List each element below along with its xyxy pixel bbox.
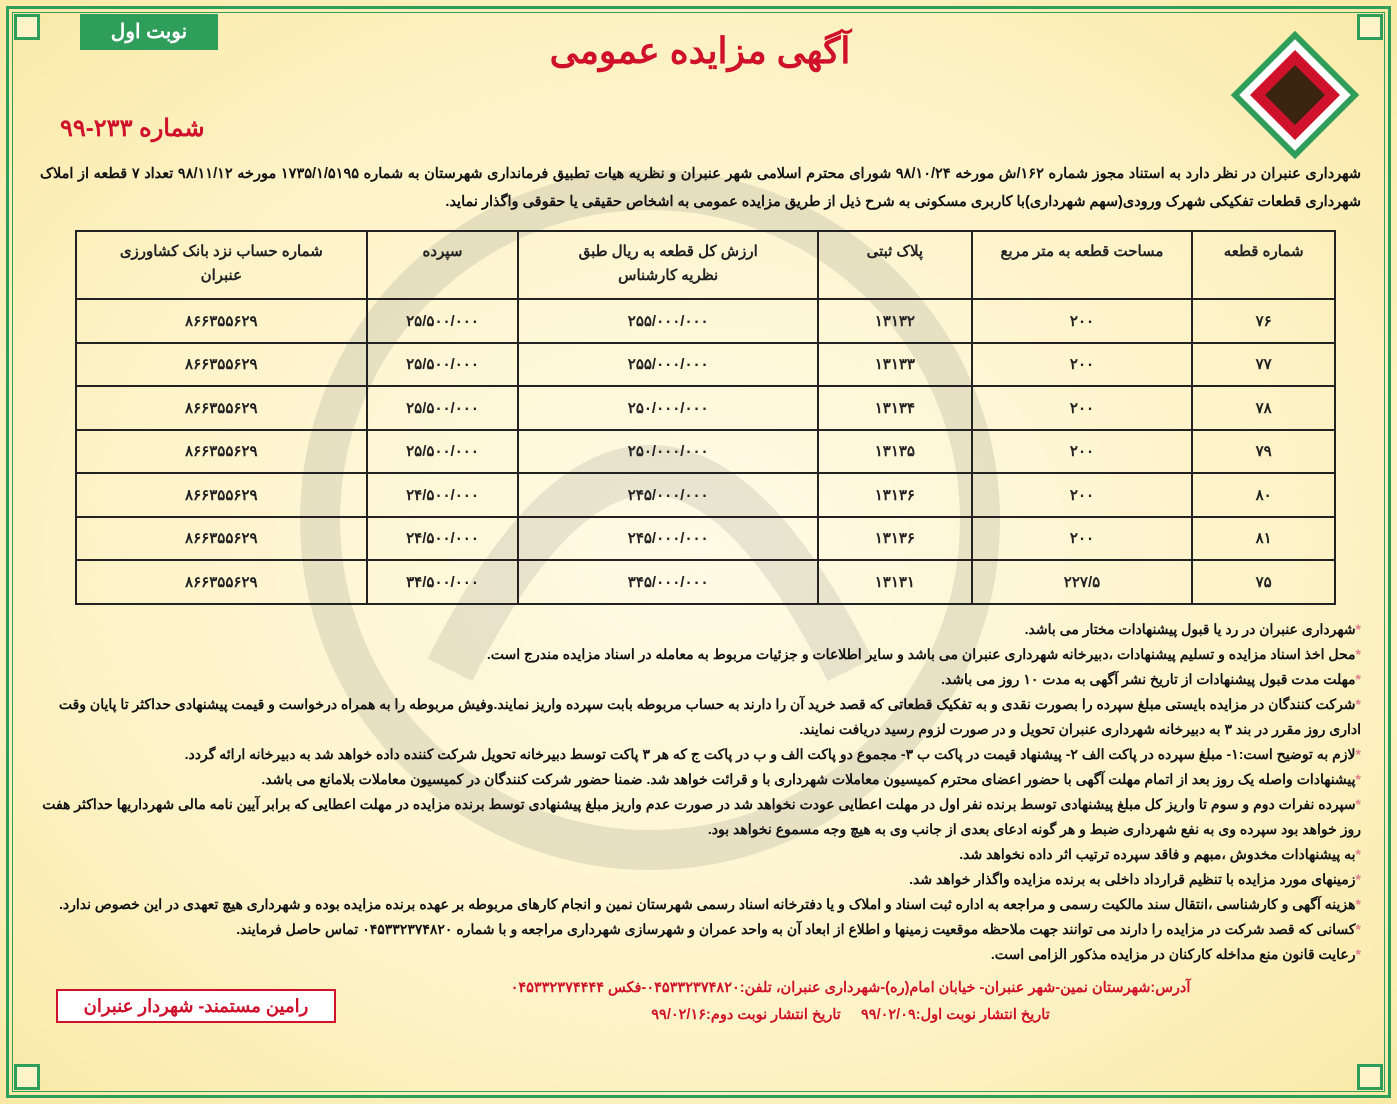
table-cell: ۱۳۱۳۲ xyxy=(818,299,972,343)
note-item xyxy=(40,667,1361,692)
table-cell: ۱۳۱۳۴ xyxy=(818,386,972,430)
bullet-star-icon: * xyxy=(1355,895,1361,912)
table-cell: ۸۶۶۳۵۵۶۲۹ xyxy=(76,560,367,604)
note-item xyxy=(40,792,1361,842)
bullet-star-icon: * xyxy=(1355,695,1361,712)
table-cell: ۸۰ xyxy=(1192,473,1335,517)
col-account: شماره حساب نزد بانک کشاورزی عنبران xyxy=(76,231,367,299)
publish-dates: تاریخ انتشار نوبت اول:۹۹/۰۲/۰۹ تاریخ انتشار نوبت دوم:۹۹/۰۲/۱۶ xyxy=(651,1006,1050,1023)
note-text: به پیشنهادات مخدوش ،مبهم و فاقد سپرده ترتیب اثر داده نخواهد شد. xyxy=(959,845,1356,862)
note-text: هزینه آگهی و کارشناسی ،انتقال سند مالکیت رسمی و مراجعه به اداره ثبت اسناد و املاک و یا دفترخانه اسناد رسمی شهرستان نمین و انجام کارهای مربوطه بر عهده برنده مزایده بوده و شهرداری هیچ تعهدی در این خصوص ندارد. xyxy=(58,895,1356,912)
bullet-star-icon: * xyxy=(1355,945,1361,962)
table-cell: ۷۵ xyxy=(1192,560,1335,604)
table-cell: ۲۰۰ xyxy=(972,517,1193,561)
table-row xyxy=(76,473,1335,517)
table-cell: ۲۰۰ xyxy=(972,473,1193,517)
footer-area xyxy=(40,975,1361,1035)
table-row xyxy=(76,430,1335,474)
bullet-star-icon: * xyxy=(1355,770,1361,787)
address: آدرس:شهرستان نمین-شهر عنبران- خیابان امام(ره)-شهرداری عنبران، تلفن:۰۴۵۳۳۲۳۷۴۸۲۰-فکس ۰۴۵۳۳۲۳۷۴۴۴۴ xyxy=(510,979,1191,996)
note-text: مهلت مدت قبول پیشنهادات از تاریخ نشر آگهی به مدت ۱۰ روز می باشد. xyxy=(941,670,1356,687)
frame-corner xyxy=(14,1064,40,1090)
note-text: شهرداری عنبران در رد یا قبول پیشنهادات مختار می باشد. xyxy=(1024,620,1356,637)
table-cell: ۸۶۶۳۵۵۶۲۹ xyxy=(76,343,367,387)
table-cell: ۲۵/۵۰۰/۰۰۰ xyxy=(367,343,519,387)
col-lot-number: شماره قطعه xyxy=(1192,231,1335,299)
table-cell: ۲۴/۵۰۰/۰۰۰ xyxy=(367,473,519,517)
col-value: ارزش کل قطعه به ریال طبق نظریه کارشناس xyxy=(518,231,818,299)
note-text: رعایت قانون منع مداخله کارکنان در مزایده مذکور الزامی است. xyxy=(990,945,1356,962)
page-title: آگهی مزایده عمومی xyxy=(549,30,851,71)
bullet-star-icon: * xyxy=(1355,645,1361,662)
table-cell: ۲۴۵/۰۰۰/۰۰۰ xyxy=(518,517,818,561)
table-row xyxy=(76,299,1335,343)
notes-list xyxy=(40,617,1361,967)
table-row xyxy=(76,343,1335,387)
col-plate: پلاک ثبتی xyxy=(818,231,972,299)
table-cell: ۸۶۶۳۵۵۶۲۹ xyxy=(76,517,367,561)
note-text: لازم به توضیح است:۱- مبلغ سپرده در پاکت الف ۲- پیشنهاد قیمت در پاکت ب ۳- مجموع دو پاکت الف و ب در پاکت ج که هر ۳ پاکت توسط دبیرخانه تحویل شرکت کننده داده خواهد شد به دبیرخانه ارائه گردد. xyxy=(184,745,1356,762)
table-cell: ۱۳۱۳۳ xyxy=(818,343,972,387)
table-cell: ۲۵۵/۰۰۰/۰۰۰ xyxy=(518,299,818,343)
note-text: کسانی که قصد شرکت در مزایده را دارند می توانند جهت ملاحظه موقعیت زمینها و اطلاع از ابعاد آن به واحد عمران و شهرسازی شهرداری مراجعه و با شماره ۰۴۵۳۳۲۳۷۴۸۲۰ تماس حاصل فرمایند. xyxy=(236,920,1356,937)
table-cell: ۲۴۵/۰۰۰/۰۰۰ xyxy=(518,473,818,517)
table-cell: ۷۹ xyxy=(1192,430,1335,474)
table-cell: ۱۳۱۳۱ xyxy=(818,560,972,604)
bullet-star-icon: * xyxy=(1355,745,1361,762)
note-item xyxy=(40,642,1361,667)
table-cell: ۸۱ xyxy=(1192,517,1335,561)
note-item xyxy=(40,892,1361,917)
note-text: شرکت کنندگان در مزایده بایستی مبلغ سپرده را بصورت نقدی و به تفکیک قطعاتی که قصد خرید آن را دارند به حساب مربوطه بابت سپرده واریز نمایند.وفیش مربوطه را به همراه درخواست و قیمت پیشنهادی حداکثر تا پایان وقت اداری روز مقرر در بند ۳ به دبیرخانه شهرداری عنبران تحویل و در صورت لزوم رسید دریافت نمایند. xyxy=(58,695,1361,737)
frame-corner xyxy=(1357,1064,1383,1090)
table-cell: ۲۰۰ xyxy=(972,386,1193,430)
col-deposit: سپرده xyxy=(367,231,519,299)
edition-badge: نوبت اول xyxy=(80,14,218,50)
table-cell: ۲۵۰/۰۰۰/۰۰۰ xyxy=(518,386,818,430)
note-item xyxy=(40,867,1361,892)
table-cell: ۲۴/۵۰۰/۰۰۰ xyxy=(367,517,519,561)
note-item xyxy=(40,917,1361,942)
table-cell: ۸۶۶۳۵۵۶۲۹ xyxy=(76,386,367,430)
table-cell: ۲۰۰ xyxy=(972,430,1193,474)
note-item xyxy=(40,692,1361,742)
table-cell: ۲۵/۵۰۰/۰۰۰ xyxy=(367,386,519,430)
table-cell: ۸۶۶۳۵۵۶۲۹ xyxy=(76,430,367,474)
table-cell: ۲۵/۵۰۰/۰۰۰ xyxy=(367,299,519,343)
table-row xyxy=(76,560,1335,604)
table-cell: ۱۳۱۳۵ xyxy=(818,430,972,474)
notice-number: شماره ۲۳۳-۹۹ xyxy=(60,115,205,142)
municipality-logo xyxy=(1230,30,1360,160)
note-item xyxy=(40,617,1361,642)
bullet-star-icon: * xyxy=(1355,795,1361,812)
table-header-row xyxy=(76,231,1335,299)
intro-paragraph: شهرداری عنبران در نظر دارد به استناد مجوز شماره ۱۶۲/ش مورخه ۹۸/۱۰/۲۴ شورای محترم اسلامی شهر عنبران و نظریه هیات تطبیق فرمانداری شهرستان به شماره ۱۷۳۵/۱/۵۱۹۵ مورخه ۹۸/۱۱/۱۲ تعداد ۷ قطعه از املاک شهرداری قطعات تفکیکی شهرک ورودی(سهم شهرداری)با کاربری مسکونی به شرح ذیل از طریق مزایده عمومی به اشخاص حقیقی یا حقوقی واگذار نماید. xyxy=(40,166,1361,210)
table-cell: ۱۳۱۳۶ xyxy=(818,473,972,517)
table-cell: ۲۲۷/۵ xyxy=(972,560,1193,604)
table-cell: ۳۴۵/۰۰۰/۰۰۰ xyxy=(518,560,818,604)
note-item xyxy=(40,742,1361,767)
bullet-star-icon: * xyxy=(1355,670,1361,687)
table-cell: ۱۳۱۳۶ xyxy=(818,517,972,561)
note-text: محل اخذ اسناد مزایده و تسلیم پیشنهادات ،دبیرخانه شهرداری عنبران می باشد و سایر اطلاعات و جزئیات مربوط به معامله در اسناد مزایده مندرج است. xyxy=(486,645,1356,662)
table-cell: ۸۶۶۳۵۵۶۲۹ xyxy=(76,299,367,343)
table-cell: ۷۶ xyxy=(1192,299,1335,343)
table-cell: ۲۵۰/۰۰۰/۰۰۰ xyxy=(518,430,818,474)
col-area: مساحت قطعه به متر مربع xyxy=(972,231,1193,299)
footer xyxy=(340,975,1361,1029)
bullet-star-icon: * xyxy=(1355,870,1361,887)
table-cell: ۲۰۰ xyxy=(972,343,1193,387)
frame-corner xyxy=(14,14,40,40)
table-cell: ۲۰۰ xyxy=(972,299,1193,343)
bullet-star-icon: * xyxy=(1355,920,1361,937)
table-cell: ۳۴/۵۰۰/۰۰۰ xyxy=(367,560,519,604)
note-text: زمینهای مورد مزایده با تنظیم قرارداد داخلی به برنده مزایده واگذار خواهد شد. xyxy=(909,870,1356,887)
bullet-star-icon: * xyxy=(1355,845,1361,862)
table-row xyxy=(76,517,1335,561)
note-text: سپرده نفرات دوم و سوم تا واریز کل مبلغ پیشنهادی توسط برنده نفر اول در مهلت اعطایی عودت نخواهد شد در صورت عدم واریز مبلغ پیشنهادی توسط برنده مزایده در مهلت اعطایی که برابر آیین نامه مالی شهرداریها حداکثر هفت روز خواهد بود سپرده وی به نفع شهرداری ضبط و هر گونه ادعای بعدی از جانب وی به هیچ وجه مسموع نخواهد بود. xyxy=(42,795,1361,837)
note-item xyxy=(40,767,1361,792)
lots-table xyxy=(75,230,1336,605)
note-item xyxy=(40,942,1361,967)
table-row xyxy=(76,386,1335,430)
table-cell: ۸۶۶۳۵۵۶۲۹ xyxy=(76,473,367,517)
table-cell: ۲۵۵/۰۰۰/۰۰۰ xyxy=(518,343,818,387)
table-cell: ۷۸ xyxy=(1192,386,1335,430)
table-cell: ۲۵/۵۰۰/۰۰۰ xyxy=(367,430,519,474)
note-text: پیشنهادات واصله یک روز بعد از اتمام مهلت آگهی با حضور اعضای محترم کمیسیون معاملات شهرداری با و قرائت خواهد شد. ضمنا حضور شرکت کنندگان در کمیسیون معاملات بلامانع می باشد. xyxy=(261,770,1356,787)
signature: رامین مستمند- شهردار عنبران xyxy=(56,989,336,1023)
bullet-star-icon: * xyxy=(1355,620,1361,637)
table-cell: ۷۷ xyxy=(1192,343,1335,387)
note-item xyxy=(40,842,1361,867)
frame-corner xyxy=(1357,14,1383,40)
